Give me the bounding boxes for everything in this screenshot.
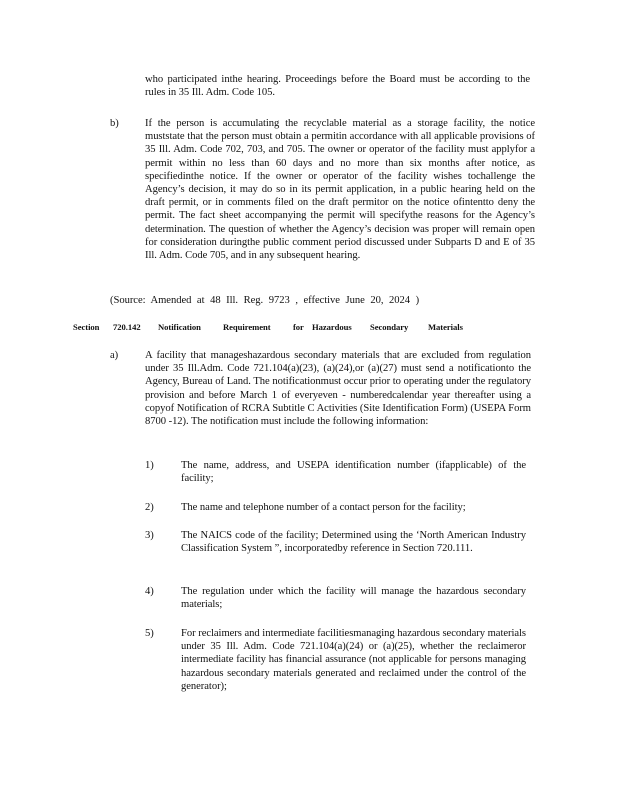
section-number: 720.142 bbox=[113, 322, 141, 332]
section-heading bbox=[73, 321, 473, 333]
continuation-paragraph: who participated inthe hearing. Proceedings before the Board must be according to the rules in 35 Ill. Adm. Code 105. bbox=[145, 74, 530, 99]
list-item-text: The name, address, and USEPA identification number (ifapplicable) of the facility; bbox=[181, 460, 526, 485]
list-item-number: 3) bbox=[145, 530, 154, 541]
paragraph-a-text: A facility that manageshazardous secondary materials that are excluded from regulation under 35 Ill.Adm. Code 721.104(a)(23), (a)(24),or (a)(27) must send a notificationto the Agency, Bureau of Land. The notificationmust occur prior to operating under the regulatory provision and before March 1 of everyeven - numberedcalendar year thereafter using a copyof Notification of RCRA Subtitle C Activities (Site Identification Form) (USEPA Form 8700 -12). The notification must include the following information: bbox=[145, 350, 531, 428]
section-title-word-3: for bbox=[293, 322, 304, 332]
list-item-number: 1) bbox=[145, 460, 154, 471]
list-item-number: 2) bbox=[145, 502, 154, 513]
section-word: Section bbox=[73, 322, 100, 332]
list-item-number: 4) bbox=[145, 586, 154, 597]
source-note: (Source: Amended at 48 Ill. Reg. 9723 , effective June 20, 2024 ) bbox=[110, 295, 420, 306]
paragraph-a-label: a) bbox=[110, 350, 119, 361]
list-item-number: 5) bbox=[145, 628, 154, 639]
section-title-word-2: Requirement bbox=[223, 322, 271, 332]
list-item-text: For reclaimers and intermediate facilitiesmanaging hazardous secondary materials under 35 Ill. Adm. Code 721.104(a)(24) or (a)(25), whether the reclaimeror intermediate facility has financial assurance (not applicable for persons managing hazardous secondary materials generated and reclaimed under the control of the generator); bbox=[181, 628, 526, 692]
paragraph-b-label: b) bbox=[110, 118, 119, 129]
section-title-word-4: Hazardous bbox=[312, 322, 352, 332]
section-title-word-6: Materials bbox=[428, 322, 463, 332]
paragraph-b-text: If the person is accumulating the recyclable material as a storage facility, the notice muststate that the person must obtain a permitin accordance with all applicable provisions of 35 Ill. Adm. Code 702, 703, and 705. The owner or operator of the facility must applyfor a permit within no less than 60 days and no more than six months after notice, as specifiedinthe notice. If the owner or operator of the facility wishes tochallenge the Agency’s decision, it may do so in its permit application, in a public hearing held on the draft permit, or in comments filed on the draft permitor on the notice ofintentto deny the permit. The fact sheet accompanying the permit will specifythe reasons for the Agency’s determination. The question of whether the Agency’s decision was proper will remain open for consideration duringthe public comment period discussed under Subparts D and E of 35 Ill. Adm. Code 705, and in any subsequent hearing. bbox=[145, 118, 535, 262]
list-item-text: The NAICS code of the facility; Determined using the ‘North American Industry Classification System ”, incorporatedby reference in Section 720.111. bbox=[181, 530, 526, 555]
list-item-text: The regulation under which the facility will manage the hazardous secondary materials; bbox=[181, 586, 526, 611]
list-item-text: The name and telephone number of a contact person for the facility; bbox=[181, 502, 466, 513]
section-title-word-5: Secondary bbox=[370, 322, 409, 332]
section-title-word-1: Notification bbox=[158, 322, 201, 332]
